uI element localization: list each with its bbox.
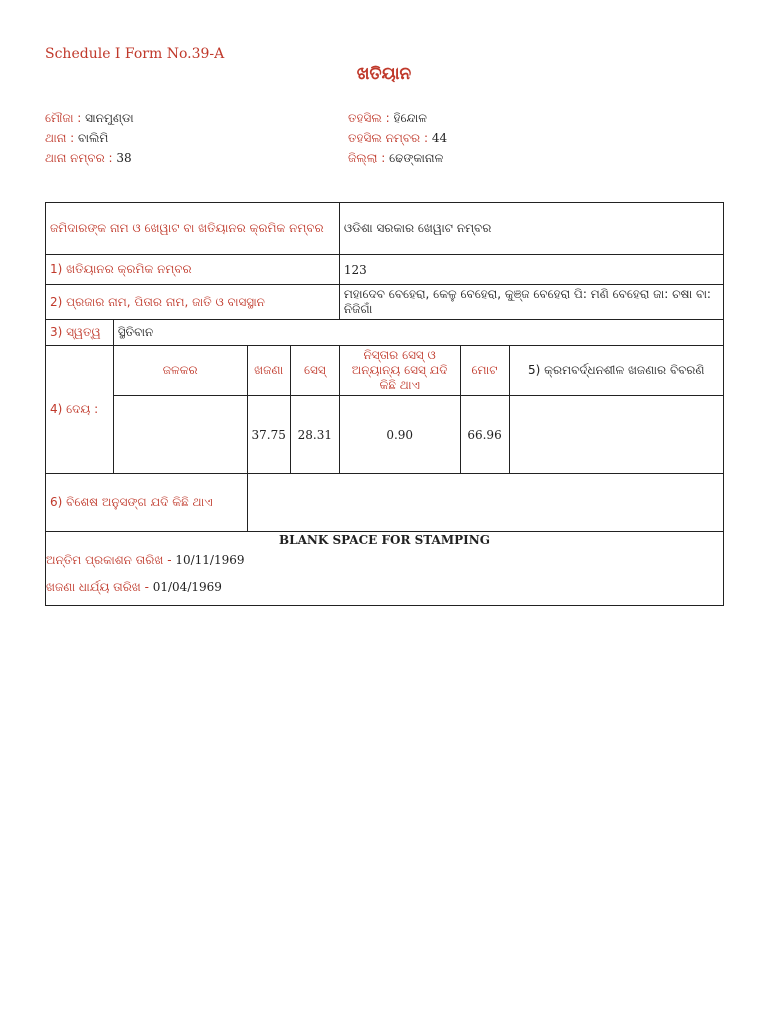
tax-date-label: ଖଜଣା ଧାର୍ଯ୍ୟ ତାରିଖ - — [46, 580, 153, 594]
tax-date-line — [46, 580, 723, 599]
progressive-header: 5) କ୍ରମବର୍ଦ୍ଧନଶୀଳ ଖଜଣାର ବିବରଣି — [509, 346, 723, 396]
district-value: ଢେଙ୍କାନାଳ — [389, 151, 444, 165]
tahasil-line — [348, 108, 447, 128]
khajana-value: 37.75 — [247, 396, 290, 474]
dues-header-row — [46, 346, 724, 396]
ses-header: ସେସ୍ — [290, 346, 339, 396]
mouza-value: ସାନମୁଣ୍ଡା — [85, 111, 134, 125]
tenant-label: 2) ପ୍ରଜାର ନାମ, ପିତାର ନାମ, ଜାତି ଓ ବାସସ୍ଥାନ — [46, 285, 340, 320]
dues-label: 4) ଦେୟ : — [46, 346, 114, 474]
thana-line — [45, 128, 134, 148]
name-row — [46, 285, 724, 320]
zamindar-value: ଓଡିଶା ସରକାର ଖେୱାଟ ନମ୍ବର — [339, 203, 723, 255]
serial-row — [46, 255, 724, 285]
tahasil-no-value: 44 — [431, 131, 448, 145]
tahasil-no-label: ତହସିଲ ନମ୍ବର : — [348, 131, 432, 145]
publish-date-value: 10/11/1969 — [175, 553, 245, 567]
form-number: Schedule I Form No.39-A — [45, 46, 225, 62]
zamindar-label: ଜମିଦାରଙ୍କ ନାମ ଓ ଖେୱାଟ ବା ଖତିୟାନର କ୍ରମିକ ନମ୍ବର — [46, 203, 340, 255]
footer-row — [46, 532, 724, 606]
tax-date-value: 01/04/1969 — [152, 580, 222, 594]
page-title: ଖତିୟାନ — [356, 64, 412, 84]
special-value — [247, 474, 724, 532]
thana-no-line — [45, 148, 134, 168]
publish-date-line — [46, 553, 723, 568]
zamindar-row — [46, 203, 724, 255]
thana-label: ଥାନା : — [45, 131, 79, 145]
right-value: ସ୍ଥିତିବାନ — [113, 320, 723, 346]
khajana-header: ଖଜଣା — [247, 346, 290, 396]
info-left — [45, 108, 134, 168]
ses-value: 28.31 — [290, 396, 339, 474]
tahasil-no-line — [348, 128, 447, 148]
special-label: 6) ବିଶେଷ ଅନୁସଙ୍ଗ ଯଦି କିଛି ଥାଏ — [46, 474, 248, 532]
info-right — [348, 108, 447, 168]
nistar-value: 0.90 — [339, 396, 460, 474]
district-label: ଜିଲ୍ଲା : — [348, 151, 390, 165]
serial-label: 1) ଖତିୟାନର କ୍ରମିକ ନମ୍ବର — [46, 255, 340, 285]
dues-value-row — [46, 396, 724, 474]
khatiyan-table — [45, 202, 724, 606]
serial-value: 123 — [339, 255, 723, 285]
special-row — [46, 474, 724, 532]
right-label: 3) ସ୍ୱତ୍ୱ — [46, 320, 114, 346]
thana-no-value: 38 — [116, 151, 132, 165]
district-line — [348, 148, 447, 168]
progressive-value — [509, 396, 723, 474]
stamp-space: BLANK SPACE FOR STAMPING — [279, 533, 490, 547]
tenant-value: ମହାଦେବ ବେହେରା, କେଳୁ ବେହେରା, କୁଞ୍ଜ ବେହେରା ପି: ମଣି ବେହେରା ଜା: ଚଷା ବା: ନିଜିଗାଁ — [339, 285, 723, 320]
jalkar-header: ଜଳକର — [113, 346, 247, 396]
mouza-line — [45, 108, 134, 128]
jalkar-value — [113, 396, 247, 474]
tahasil-label: ତହସିଲ : — [348, 111, 394, 125]
footer-cell — [46, 532, 724, 606]
thana-no-label: ଥାନା ନମ୍ବର : — [45, 151, 117, 165]
thana-value: ବାଲିମି — [78, 131, 109, 145]
publish-date-label: ଅନ୍ତିମ ପ୍ରକାଶନ ତାରିଖ - — [46, 553, 176, 567]
mot-header: ମୋଟ — [460, 346, 509, 396]
mouza-label: ମୌଜା : — [45, 111, 86, 125]
nistar-header: ନିସ୍ତାର ସେସ୍ ଓ ଅନ୍ୟାନ୍ୟ ସେସ୍ ଯଦି କିଛି ଥାଏ — [339, 346, 460, 396]
tahasil-value: ହିନ୍ଦୋଳ — [393, 111, 427, 125]
right-row — [46, 320, 724, 346]
mot-value: 66.96 — [460, 396, 509, 474]
